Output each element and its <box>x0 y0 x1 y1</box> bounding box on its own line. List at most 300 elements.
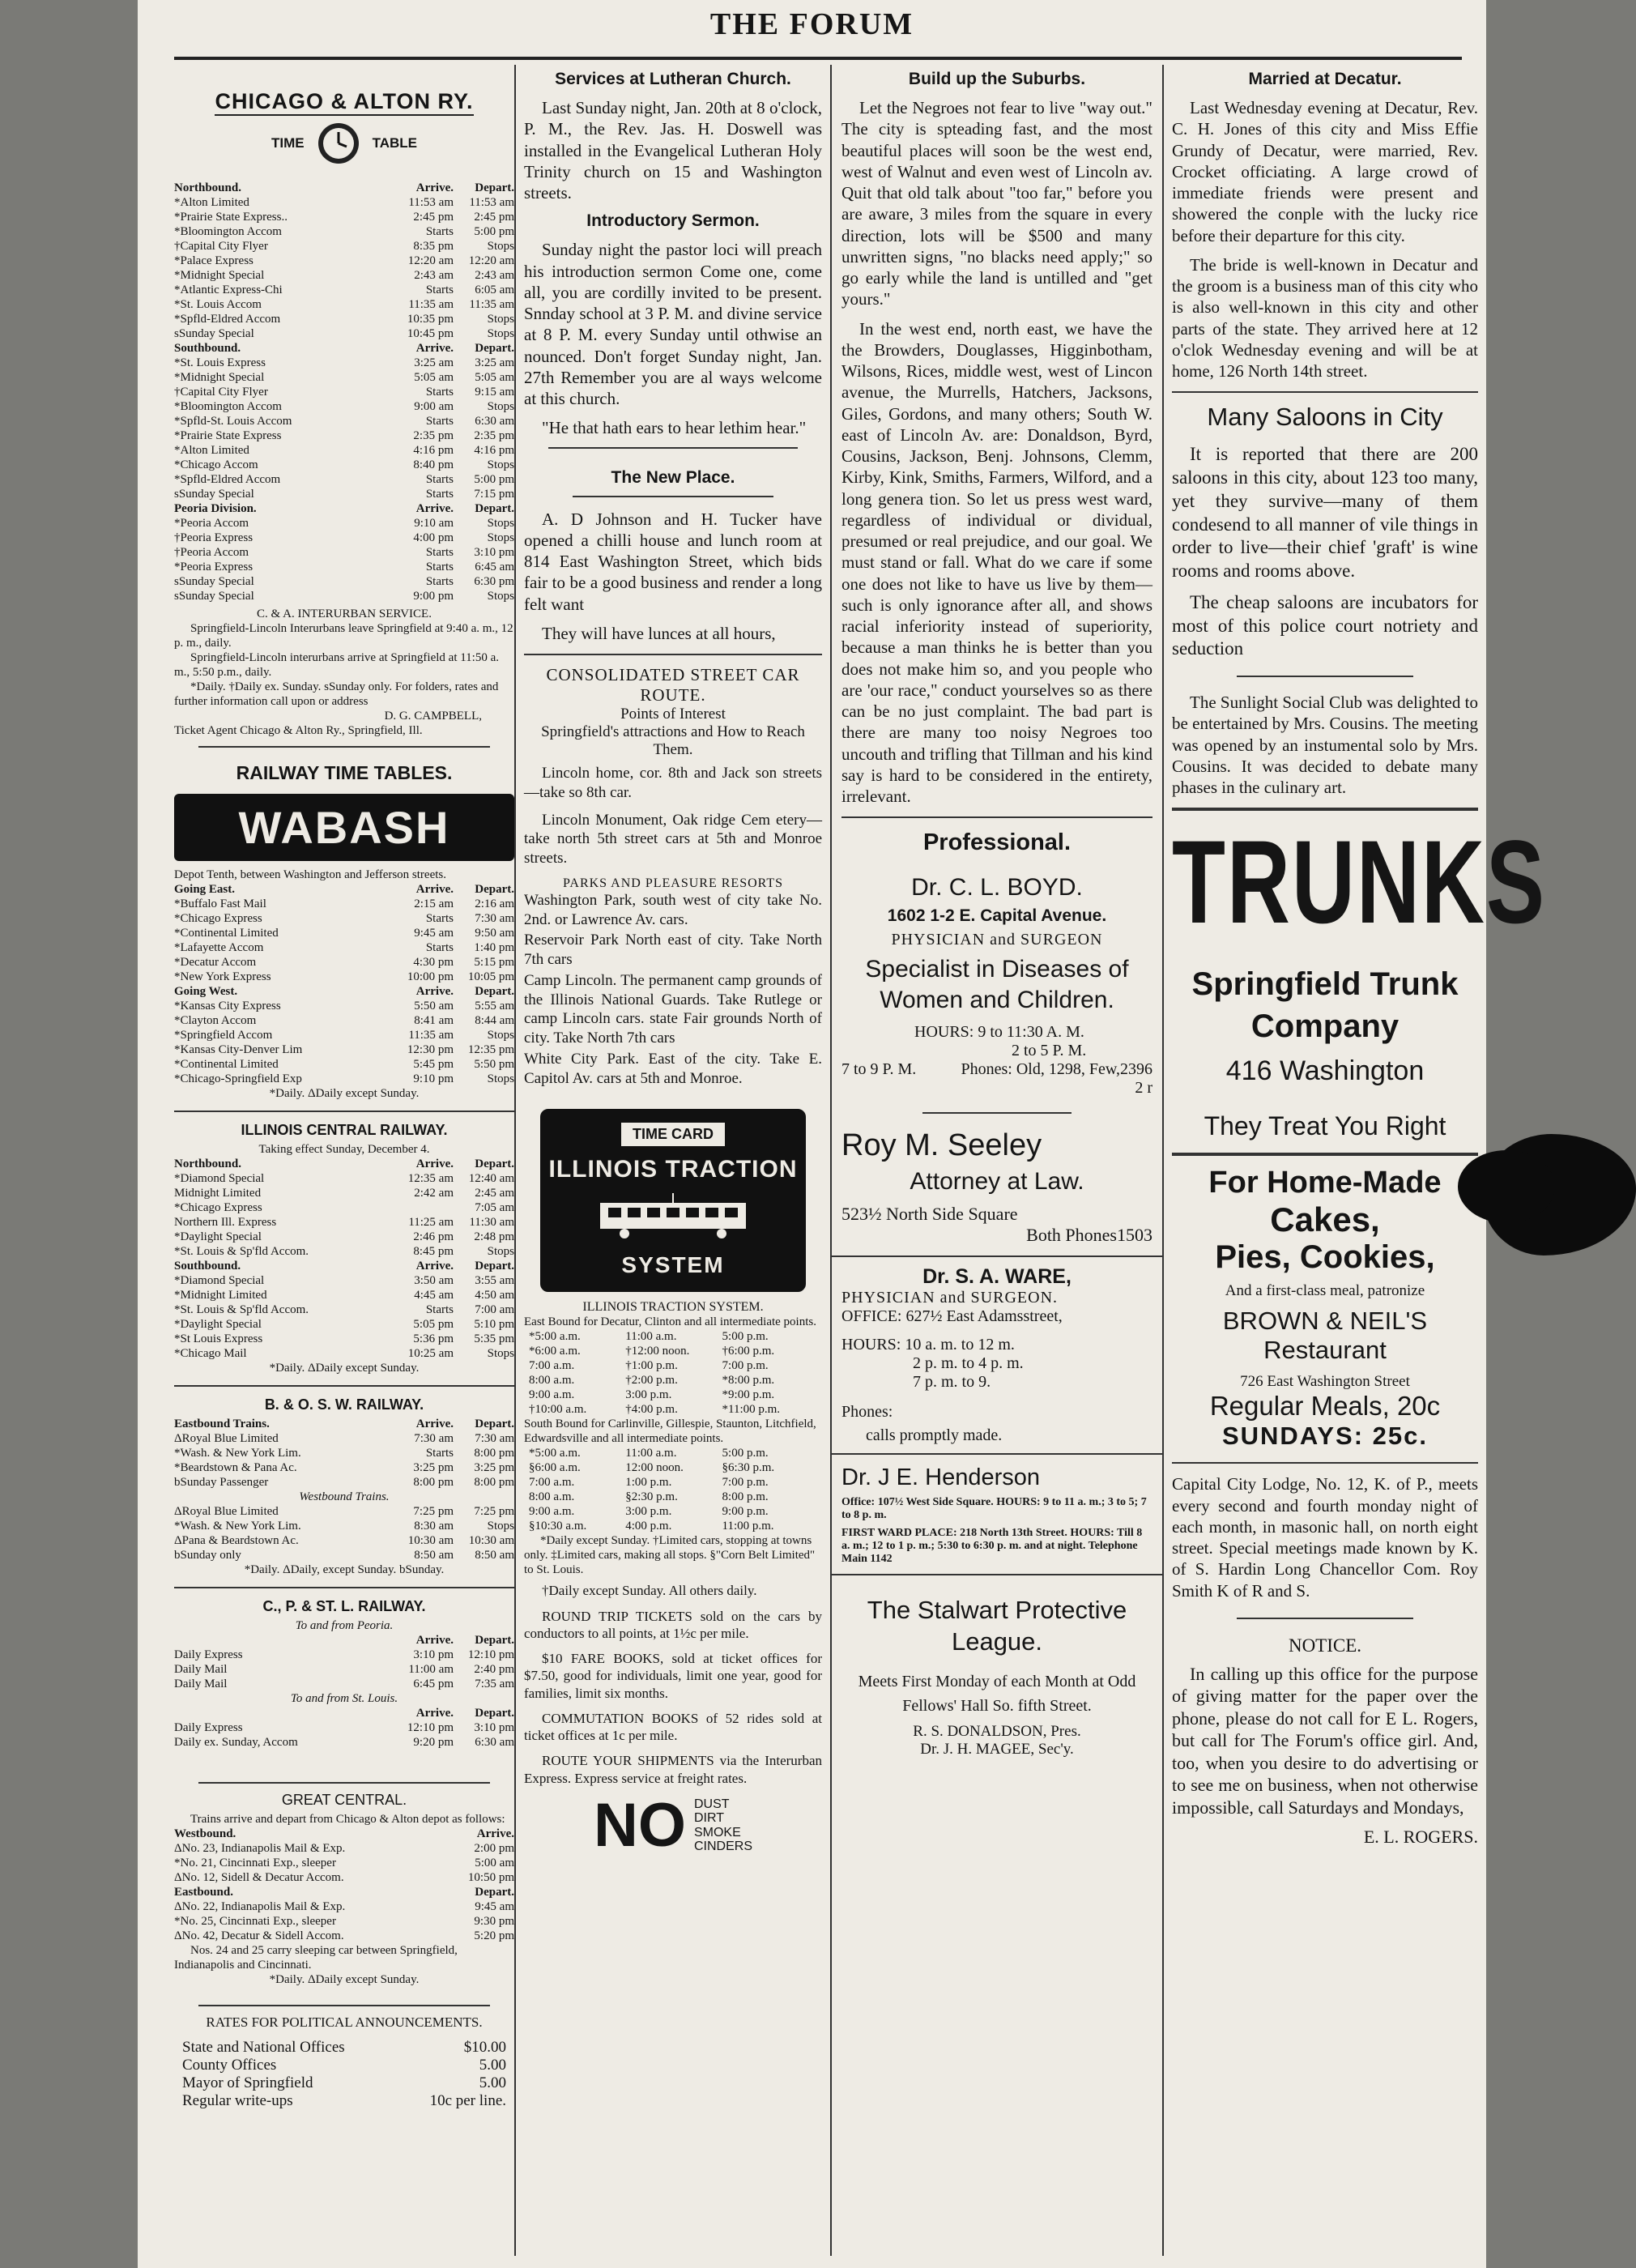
train-name: *Lafayette Accom <box>174 941 264 954</box>
train-arrive: Starts <box>425 1447 454 1460</box>
stalwart-title: The Stalwart Protective League. <box>867 1596 1127 1656</box>
timetable-header <box>174 1417 514 1431</box>
train-depart: 5:35 pm <box>474 1332 514 1345</box>
traction-time: †2:00 p.m. <box>625 1374 678 1388</box>
traction-notes: *Daily except Sunday. †Limited cars, stopping at towns only. ‡Limited cars, making all stops. §"Corn Belt Limited" to St. Louis. <box>524 1534 816 1577</box>
fare-books: $10 FARE BOOKS, sold at ticket offices for $7.50, good for individuals, limit one year, good for families, limit six months. <box>524 1651 822 1701</box>
timetable-header-name: Westbound. <box>174 1827 236 1840</box>
train-arrive: 10:30 am <box>407 1534 454 1547</box>
train-name: ΔRoyal Blue Limited <box>174 1505 279 1518</box>
train-depart: 7:35 am <box>475 1678 514 1690</box>
train-name: sSunday Special <box>174 575 254 588</box>
boyd-specialty: Specialist in Diseases of Women and Children. <box>865 956 1129 1013</box>
train-depart: 7:25 pm <box>474 1505 514 1518</box>
train-name: *Chicago Express <box>174 1201 262 1214</box>
train-depart: Stops <box>487 517 514 530</box>
train-arrive: 9:00 pm <box>413 590 454 603</box>
train-arrive: 12:35 am <box>407 1172 454 1185</box>
train-depart: 2:00 pm <box>474 1842 514 1855</box>
boyd-hours-2: 2 to 5 P. M. <box>1012 1042 1087 1060</box>
train-name: *Alton Limited <box>174 444 249 457</box>
timetable-row <box>174 545 514 560</box>
timetable-row <box>174 1677 514 1691</box>
timetable-row <box>174 940 514 955</box>
traction-time: §10:30 a.m. <box>529 1520 587 1533</box>
timetable-row <box>174 574 514 589</box>
train-arrive: 2:45 pm <box>413 211 454 224</box>
route-items <box>524 764 822 868</box>
train-name: *St. Louis & Sp'fld Accom. <box>174 1245 309 1258</box>
timetable-header-name: Southbound. <box>174 342 241 355</box>
train-arrive: 11:53 am <box>408 196 454 209</box>
timetable-row <box>174 428 514 443</box>
train-name: Midnight Limited <box>174 1187 262 1200</box>
no-word: CINDERS <box>693 1840 752 1854</box>
train-depart: 9:30 pm <box>474 1915 514 1928</box>
trunks-headline: TRUNKS <box>1172 815 1546 949</box>
train-depart: 11:35 am <box>469 298 514 311</box>
political-rate-row <box>182 2057 506 2074</box>
timetable-row <box>174 1302 514 1317</box>
timetable-header <box>174 882 514 897</box>
train-name: Daily Mail <box>174 1678 228 1690</box>
traction-time: *8:00 p.m. <box>722 1374 775 1388</box>
train-arrive <box>397 1841 454 1856</box>
ware-name: Dr. S. A. WARE, <box>922 1265 1071 1289</box>
timetable-row <box>174 210 514 224</box>
newplace-title: The New Place. <box>611 467 735 487</box>
traction-row <box>524 1475 822 1490</box>
train-name: bSunday Passenger <box>174 1476 269 1489</box>
ware-hours-line: 7 p. m. to 9. <box>913 1373 991 1392</box>
train-depart: 2:45 pm <box>474 211 514 224</box>
train-depart: Stops <box>487 531 514 544</box>
timetable-row <box>174 1288 514 1302</box>
timetable-row <box>174 1856 514 1870</box>
cpstl-sub1: To and from Peoria. <box>295 1619 394 1632</box>
timetable-row <box>174 1171 514 1186</box>
train-name: sSunday Special <box>174 488 254 501</box>
political-rates <box>174 2039 514 2110</box>
trunks-company: Springfield Trunk Company <box>1191 966 1459 1045</box>
train-name: *No. 21, Cincinnati Exp., sleeper <box>174 1857 336 1869</box>
train-arrive: 4:30 pm <box>413 956 454 969</box>
timetable-row <box>174 1244 514 1259</box>
train-name: *Beardstown & Pana Ac. <box>174 1461 297 1474</box>
no-word: DUST <box>693 1797 730 1811</box>
timetable-row <box>174 1028 514 1042</box>
newplace-hours: They will have lunces at all hours, <box>542 623 776 643</box>
notice-title: NOTICE. <box>1288 1635 1362 1656</box>
timetable-header <box>174 1827 514 1841</box>
traction-time: 8:00 p.m. <box>722 1490 769 1504</box>
parks-title: PARKS AND PLEASURE RESORTS <box>562 876 784 890</box>
train-depart: 9:45 am <box>475 1900 514 1913</box>
train-depart: 7:30 am <box>475 1432 514 1445</box>
train-arrive <box>397 1914 454 1929</box>
cakes-line-6: Restaurant <box>1263 1336 1387 1365</box>
train-depart: Stops <box>487 327 514 340</box>
timetable-row <box>174 1648 514 1662</box>
traction-time: 5:00 p.m. <box>722 1330 769 1344</box>
train-depart: 3:55 am <box>475 1274 514 1287</box>
train-name: †Capital City Flyer <box>174 240 268 253</box>
timetable-row <box>174 1519 514 1533</box>
political-rate-row <box>182 2039 506 2057</box>
timetable-header-name: Eastbound. <box>174 1886 233 1899</box>
timetable-row <box>174 1215 514 1230</box>
train-arrive <box>397 1856 454 1870</box>
timetable-header-name: Going East. <box>174 883 236 896</box>
train-arrive: 12:20 am <box>407 254 454 267</box>
train-name: *Clayton Accom <box>174 1014 257 1027</box>
timetable-row <box>174 955 514 970</box>
clock-icon <box>316 121 361 166</box>
traction-time: †6:00 p.m. <box>722 1345 775 1358</box>
ware-title: PHYSICIAN and SURGEON. <box>841 1289 1059 1307</box>
timetable-row <box>174 589 514 603</box>
timetable-header <box>174 341 514 356</box>
timetable-row <box>174 1431 514 1446</box>
train-name: *Daylight Special <box>174 1230 262 1243</box>
traction-row <box>524 1460 822 1475</box>
train-depart: 5:10 pm <box>474 1318 514 1331</box>
timetable-header-arrive: Arrive. <box>415 502 454 515</box>
train-name: *Decatur Accom <box>174 956 257 969</box>
train-name: Daily ex. Sunday, Accom <box>174 1736 298 1749</box>
alton-table <box>174 181 514 603</box>
cakes-line-1: For Home-Made <box>1208 1166 1442 1200</box>
train-depart: 7:30 am <box>475 912 514 925</box>
train-arrive: 10:00 pm <box>407 970 454 983</box>
timetable-row <box>174 1057 514 1072</box>
train-depart: 9:50 am <box>475 927 514 940</box>
train-arrive: 5:45 pm <box>413 1058 454 1071</box>
timetable-row <box>174 531 514 545</box>
gc-intro: Trains arrive and depart from Chicago & Alton depot as follows: <box>190 1813 505 1826</box>
train-depart: 11:53 am <box>469 196 514 209</box>
timetable-row <box>174 239 514 254</box>
no-dust-ad <box>524 1790 822 1860</box>
timetable-header-depart: Depart. <box>475 342 514 355</box>
train-arrive: Starts <box>425 415 454 428</box>
train-arrive: Starts <box>425 488 454 501</box>
train-arrive: 11:35 am <box>408 298 454 311</box>
train-name: *Peoria Express <box>174 561 253 573</box>
newspaper-page <box>138 0 1546 2268</box>
railway-title: RAILWAY TIME TABLES. <box>236 762 453 783</box>
ware-hours-line: 2 p. m. to 4 p. m. <box>913 1354 1024 1373</box>
timetable-header-arrive <box>397 1827 454 1841</box>
train-arrive: 9:10 am <box>414 517 454 530</box>
alton-notes: *Daily. †Daily ex. Sunday. sSunday only. For folders, rates and further information call upon or address <box>174 680 499 708</box>
cpstl-title: C., P. & ST. L. RAILWAY. <box>262 1598 426 1614</box>
timetable-row <box>174 254 514 268</box>
traction-time: 5:00 p.m. <box>722 1447 769 1460</box>
train-arrive: 3:10 pm <box>413 1648 454 1661</box>
train-name: *St. Louis Accom <box>174 298 262 311</box>
married-title: Married at Decatur. <box>1248 70 1402 88</box>
henderson-name: Dr. J E. Henderson <box>841 1464 1040 1491</box>
traction-south: South Bound for Carlinville, Gillespie, Staunton, Litchfield, Edwardsville and all intermediate points. <box>524 1418 816 1446</box>
cakes-line-9: SUNDAYS: 25c. <box>1221 1422 1428 1451</box>
traction-note2: †Daily except Sunday. All others daily. <box>542 1583 757 1599</box>
timetable-row <box>174 297 514 312</box>
train-depart: 2:45 am <box>475 1187 514 1200</box>
timetable-header-depart: Depart. <box>475 1260 514 1273</box>
lodge-p: Capital City Lodge, No. 12, K. of P., meets every second and fourth monday night of each month, in masonic hall, on north eight street. Special meetings made known by K. of S. Hardin Long Chancellor Com. Roy Smith K of R and S. <box>1172 1474 1478 1601</box>
political-rate-price: 5.00 <box>479 2074 506 2091</box>
ware-calls: calls promptly made. <box>866 1426 1003 1445</box>
train-depart: 8:44 am <box>475 1014 514 1027</box>
alton-table-label: TABLE <box>372 135 417 151</box>
timetable-header-name <box>174 1706 397 1720</box>
train-name: *Continental Limited <box>174 1058 279 1071</box>
timetable-header-depart: Depart. <box>475 502 514 515</box>
ic-effective: Taking effect Sunday, December 4. <box>258 1143 430 1156</box>
timetable-row <box>174 195 514 210</box>
suburbs-p1: Let the Negroes not fear to live "way out." The city is spteading fast, and the most beautiful places will soon be the west end, west of Walnut and even west of Lincoln av. Quit that old talk about "too far," before you are aware, 3 miles from the square in every direction, lots will be $500 and many unwritten signs, "no blacks need apply;" so go early while the land is untilled and "get yours." <box>841 98 1152 309</box>
timetable-row <box>174 1720 514 1735</box>
train-name: sSunday Special <box>174 327 254 340</box>
traction-time: 9:00 a.m. <box>529 1505 575 1519</box>
traction-time: 12:00 noon. <box>625 1461 684 1475</box>
train-arrive: 8:35 pm <box>413 240 454 253</box>
gc-table <box>174 1827 514 1943</box>
route-item: Lincoln home, cor. 8th and Jack son streets—take so 8th car. <box>524 765 822 801</box>
train-name: *Bloomington Accom <box>174 400 282 413</box>
train-name: *Daylight Special <box>174 1318 262 1331</box>
timetable-row <box>174 560 514 574</box>
train-depart: 8:00 pm <box>474 1476 514 1489</box>
train-arrive: 11:00 am <box>408 1663 454 1676</box>
train-depart: 7:05 am <box>475 1201 514 1214</box>
train-arrive: Starts <box>425 473 454 486</box>
timetable-row <box>174 1548 514 1562</box>
route-title: CONSOLIDATED STREET CAR ROUTE. <box>546 665 800 705</box>
train-arrive: 2:15 am <box>414 897 454 910</box>
traction-time: 1:00 p.m. <box>625 1476 672 1490</box>
train-arrive <box>397 1870 454 1885</box>
traction-time: 11:00 a.m. <box>625 1447 677 1460</box>
train-depart: Stops <box>487 1072 514 1085</box>
political-title: RATES FOR POLITICAL ANNOUNCEMENTS. <box>206 2014 483 2030</box>
train-arrive: 2:43 am <box>414 269 454 282</box>
timetable-row <box>174 414 514 428</box>
train-arrive: Starts <box>425 912 454 925</box>
train-name: †Peoria Accom <box>174 546 249 559</box>
train-arrive: 4:00 pm <box>413 531 454 544</box>
commutation: COMMUTATION BOOKS of 52 rides sold at ticket offices at 1c per mile. <box>524 1710 822 1743</box>
timetable-header <box>174 1259 514 1273</box>
timetable-row <box>174 1841 514 1856</box>
train-arrive: 5:50 am <box>414 1000 454 1013</box>
train-arrive: 8:30 am <box>414 1520 454 1533</box>
timetable-row <box>174 1230 514 1244</box>
train-name: *Springfield Accom <box>174 1029 273 1042</box>
timetable-header-depart: Depart. <box>475 883 514 896</box>
boyd-hours-label: HOURS: <box>914 1023 974 1042</box>
train-depart: 2:40 pm <box>474 1663 514 1676</box>
timetable-header <box>174 181 514 195</box>
route-sub2: Springfield's attractions and How to Reach Them. <box>541 723 805 758</box>
married-p2: The bride is well-known in Decatur and the groom is a business man of this city who is also well-known in this city and other parts of the state. They arrived here at 12 o'clok Wednesday evening and will be at home, 126 North 14th street. <box>1172 254 1478 381</box>
timetable-row <box>174 1072 514 1086</box>
train-arrive: Starts <box>425 561 454 573</box>
traction-title: ILLINOIS TRACTION SYSTEM. <box>582 1300 764 1315</box>
parks-items <box>524 891 822 1089</box>
train-depart: 5:50 pm <box>474 1058 514 1071</box>
alton-interurban-title: C. & A. INTERURBAN SERVICE. <box>257 608 432 620</box>
train-depart: 5:00 pm <box>474 473 514 486</box>
political-rate-price: 5.00 <box>479 2057 506 2074</box>
traction-time: 7:00 p.m. <box>722 1476 769 1490</box>
train-arrive: Starts <box>425 546 454 559</box>
political-rate-price: 10c per line. <box>429 2092 506 2109</box>
cakes-line-7: 726 East Washington Street <box>1240 1373 1410 1391</box>
train-arrive: 3:25 pm <box>413 1461 454 1474</box>
henderson-ward: FIRST WARD PLACE: 218 North 13th Street. HOURS: Till 8 a. m.; 12 to 1 p. m.; 5:30 to 6:30 p. m. and at night. Telephone Main 1142 <box>841 1527 1143 1566</box>
ic-notes: *Daily. ΔDaily except Sunday. <box>269 1362 420 1375</box>
train-depart: 12:35 pm <box>467 1043 514 1056</box>
train-arrive: Starts <box>425 284 454 296</box>
train-depart: 4:50 am <box>475 1289 514 1302</box>
alton-agent-title: Ticket Agent Chicago & Alton Ry., Springfield, Ill. <box>174 724 423 737</box>
train-depart: 5:00 am <box>475 1857 514 1869</box>
train-depart: Stops <box>487 1029 514 1042</box>
route-item: Lincoln Monument, Oak ridge Cem etery—take north 5th street cars at 5th and Monroe streets. <box>524 811 822 867</box>
train-name: *No. 25, Cincinnati Exp., sleeper <box>174 1915 336 1928</box>
wabash-depot: Depot Tenth, between Washington and Jefferson streets. <box>174 868 446 881</box>
train-depart: Stops <box>487 240 514 253</box>
column-2 <box>514 65 830 2256</box>
stalwart-sec: Dr. J. H. MAGEE, Sec'y. <box>920 1740 1074 1758</box>
bo-table <box>174 1417 514 1562</box>
traction-row <box>524 1519 822 1533</box>
train-name: †Peoria Express <box>174 531 253 544</box>
train-arrive: 4:16 pm <box>413 444 454 457</box>
train-name: *Midnight Special <box>174 269 265 282</box>
train-arrive: 9:45 am <box>414 927 454 940</box>
traction-time: *6:00 a.m. <box>529 1345 581 1358</box>
timetable-header-depart: Depart. <box>475 181 514 194</box>
train-depart: 10:30 am <box>468 1534 514 1547</box>
timetable-header-depart: Arrive. <box>476 1827 514 1840</box>
train-arrive: 8:41 am <box>414 1014 454 1027</box>
no-big: NO <box>593 1790 686 1860</box>
traction-time: *5:00 a.m. <box>529 1330 581 1344</box>
train-depart: Stops <box>487 1347 514 1360</box>
train-depart: 10:50 pm <box>467 1871 514 1884</box>
train-arrive: 11:25 am <box>408 1216 454 1229</box>
trunks-address: 416 Washington <box>1225 1055 1425 1087</box>
timetable-header-name: Going West. <box>174 985 238 998</box>
seeley-phones: Both Phones1503 <box>1026 1225 1152 1246</box>
cakes-line-3: Pies, Cookies, <box>1215 1239 1435 1276</box>
park-item: Reservoir Park North east of city. Take North 7th cars <box>524 932 822 968</box>
timetable-row <box>174 516 514 531</box>
lutheran-article: Last Sunday night, Jan. 20th at 8 o'clock, P. M., the Rev. Jas. H. Doswell was installed in the Evangelical Lutheran Holy Trinity church on 15 and Washington streets. <box>524 98 822 202</box>
train-arrive: 2:46 pm <box>413 1230 454 1243</box>
streetcar-icon <box>584 1193 762 1242</box>
traction-time: †1:00 p.m. <box>625 1359 678 1373</box>
timetable-row <box>174 1200 514 1215</box>
train-name: *Spfld-Eldred Accom <box>174 473 281 486</box>
traction-time: §2:30 p.m. <box>625 1490 678 1504</box>
timetable-row <box>174 224 514 239</box>
round-trip: ROUND TRIP TICKETS sold on the cars by conductors to all points, at 1½c per mile. <box>524 1608 822 1641</box>
train-arrive: 12:30 pm <box>407 1043 454 1056</box>
timetable-header-depart: Depart. <box>475 1157 514 1170</box>
bo-notes: *Daily. ΔDaily, except Sunday. bSunday. <box>244 1563 445 1576</box>
traction-time: §6:00 a.m. <box>529 1461 581 1475</box>
train-arrive: 5:05 am <box>414 371 454 384</box>
train-arrive: 6:45 pm <box>413 1678 454 1690</box>
train-name: *Spfld-Eldred Accom <box>174 313 281 326</box>
timetable-row <box>174 1735 514 1750</box>
train-name: *Wash. & New York Lim. <box>174 1520 301 1533</box>
alton-interurban-2: Springfield-Lincoln interurbans arrive at Springfield at 11:50 a. m., 5:50 p.m., daily. <box>174 651 500 679</box>
train-depart: 2:16 am <box>475 897 514 910</box>
train-depart: 1:40 pm <box>474 941 514 954</box>
cakes-line-2: Cakes, <box>1270 1200 1380 1239</box>
timetable-row <box>174 312 514 326</box>
timetable-row <box>174 911 514 926</box>
boyd-address: 1602 1-2 E. Capital Avenue. <box>887 906 1107 926</box>
timetable-header <box>174 1157 514 1171</box>
boyd-hours-1: 9 to 11:30 A. M. <box>978 1023 1084 1042</box>
newplace-article: A. D Johnson and H. Tucker have opened a chilli house and lunch room at 814 East Washington Street, which bids fair to be a good business and render a long felt want <box>524 509 822 614</box>
timetable-header <box>174 984 514 999</box>
train-arrive: 2:35 pm <box>413 429 454 442</box>
train-arrive: 10:35 pm <box>407 313 454 326</box>
train-arrive: 10:25 am <box>407 1347 454 1360</box>
timetable-row <box>174 268 514 283</box>
no-word: DIRT <box>693 1811 725 1826</box>
alton-logo: CHICAGO & ALTON RY. <box>215 89 473 116</box>
timetable-row <box>174 926 514 940</box>
train-name: *St Louis Express <box>174 1332 263 1345</box>
train-arrive: 8:00 pm <box>413 1476 454 1489</box>
train-depart: 3:25 pm <box>474 1461 514 1474</box>
traction-logo <box>540 1109 806 1292</box>
cakes-line-8: Regular Meals, 20c <box>1209 1391 1441 1422</box>
train-name: *Prairie State Express <box>174 429 282 442</box>
train-depart: 3:10 pm <box>474 1721 514 1734</box>
train-name: *Continental Limited <box>174 927 279 940</box>
train-depart: 7:15 pm <box>474 488 514 501</box>
timetable-header-arrive: Arrive. <box>415 1634 454 1647</box>
timetable-header-depart: Depart. <box>475 1418 514 1430</box>
traction-time: 9:00 a.m. <box>529 1388 575 1402</box>
traction-time: 11:00 a.m. <box>625 1330 677 1344</box>
boyd-phones: Phones: Old, 1298, Few,2396 2 r <box>961 1060 1152 1098</box>
train-arrive: Starts <box>425 386 454 399</box>
masthead-rule <box>174 57 1462 60</box>
train-name: *Chicago Express <box>174 912 262 925</box>
timetable-header <box>174 501 514 516</box>
train-depart: 12:10 pm <box>467 1648 514 1661</box>
column-3 <box>830 65 1162 2256</box>
train-arrive: 3:25 am <box>414 356 454 369</box>
traction-south-table <box>524 1446 822 1533</box>
train-arrive: 8:40 pm <box>413 458 454 471</box>
timetable-header-name: Southbound. <box>174 1260 241 1273</box>
timetable-row <box>174 897 514 911</box>
train-arrive: Starts <box>425 575 454 588</box>
park-item: Camp Lincoln. The permanent camp grounds of the Illinois National Guards. Take Rutlege or camp Lincoln cars. state Fair grounds North of city. Take North 7th cars <box>524 971 822 1047</box>
ic-table <box>174 1157 514 1361</box>
